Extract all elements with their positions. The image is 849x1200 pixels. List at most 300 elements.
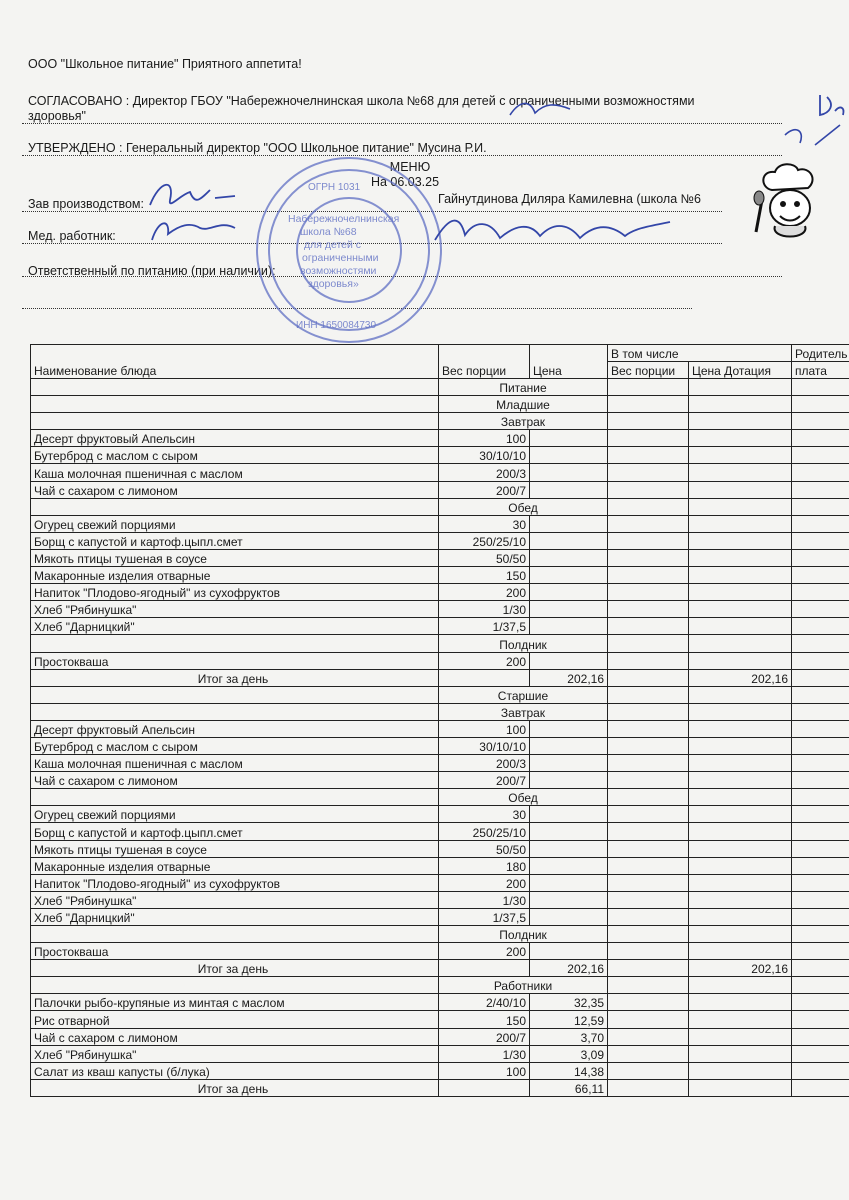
dish-parent-fee [792,1028,849,1045]
dish-incl-weight [608,601,689,618]
dish-incl-price [689,618,792,635]
section-empty-cell [689,413,792,430]
section-row [31,413,849,430]
stamp-text-7: здоровья» [308,278,359,290]
dish-name: Напиток "Плодово-ягодный" из сухофруктов [31,874,439,891]
section-row [31,703,849,720]
table-row [31,806,849,823]
section-empty-cell [689,789,792,806]
dish-name: Рис отварной [31,1011,439,1028]
table-row [31,618,849,635]
responsible-label: Ответственный по питанию (при наличии): [28,264,276,278]
table-row [31,481,849,498]
header-including: В том числе [608,345,792,362]
dish-name: Каша молочная пшеничная с маслом [31,464,439,481]
dish-weight: 250/25/10 [439,532,530,549]
section-empty-cell [689,703,792,720]
dish-incl-weight [608,1028,689,1045]
section-empty-cell [608,635,689,652]
total-weight [439,1079,530,1096]
section-empty-cell [689,926,792,943]
dish-weight: 100 [439,720,530,737]
total-parent-fee [792,1079,849,1096]
section-empty-cell [31,686,439,703]
table-row [31,994,849,1011]
round-stamp-icon [238,150,460,350]
header-parent-fee: плата [792,362,849,379]
stamp-text-8: ИНН 1650084730 [296,320,377,331]
section-empty-cell [792,396,849,413]
table-row [31,447,849,464]
table-row [31,772,849,789]
dish-name: Чай с сахаром с лимоном [31,772,439,789]
dish-name: Десерт фруктовый Апельсин [31,430,439,447]
table-row [31,549,849,566]
dish-incl-weight [608,652,689,669]
dish-parent-fee [792,1045,849,1062]
dish-parent-fee [792,584,849,601]
dish-parent-fee [792,447,849,464]
dish-incl-price [689,584,792,601]
dish-name: Чай с сахаром с лимоном [31,481,439,498]
dish-price [530,823,608,840]
chef-mascot-icon [750,160,830,250]
dish-price [530,447,608,464]
dish-price [530,464,608,481]
dish-name: Макаронные изделия отварные [31,567,439,584]
dish-name: Хлеб "Дарницкий" [31,908,439,925]
total-label: Итог за день [31,960,439,977]
total-incl-weight [608,1079,689,1096]
table-row [31,1062,849,1079]
dish-weight: 1/30 [439,601,530,618]
dish-parent-fee [792,1062,849,1079]
dish-name: Простокваша [31,652,439,669]
dish-incl-price [689,772,792,789]
section-row [31,789,849,806]
dish-incl-weight [608,532,689,549]
dish-price [530,532,608,549]
dish-incl-price [689,447,792,464]
dish-name: Простокваша [31,943,439,960]
stamp-text-4: для детей с [304,239,362,251]
dish-incl-weight [608,447,689,464]
header-price: Цена [530,345,608,379]
table-row [31,891,849,908]
dish-parent-fee [792,891,849,908]
dish-incl-weight [608,857,689,874]
header-dish-name: Наименование блюда [31,345,439,379]
dish-incl-weight [608,567,689,584]
dish-price [530,840,608,857]
total-row [31,1079,849,1096]
dish-incl-price [689,823,792,840]
stamp-text-3: школа №68 [300,226,357,238]
dish-incl-price [689,567,792,584]
table-row [31,652,849,669]
section-label: Младшие [439,396,608,413]
section-empty-cell [31,413,439,430]
dish-weight: 30 [439,806,530,823]
section-row [31,977,849,994]
dish-incl-weight [608,1045,689,1062]
table-row [31,567,849,584]
dish-weight: 50/50 [439,549,530,566]
dish-parent-fee [792,806,849,823]
section-empty-cell [608,498,689,515]
dish-weight: 200/7 [439,772,530,789]
menu-date: На 06.03.25 [370,175,440,189]
dish-weight: 200/7 [439,481,530,498]
table-row [31,737,849,754]
section-label: Завтрак [439,703,608,720]
company-name: ООО "Школьное питание" Приятного аппетита! [28,57,302,71]
total-weight [439,960,530,977]
section-label: Полдник [439,926,608,943]
total-parent-fee [792,669,849,686]
table-row [31,874,849,891]
table-row [31,515,849,532]
dish-weight: 2/40/10 [439,994,530,1011]
dish-incl-weight [608,1062,689,1079]
section-empty-cell [689,635,792,652]
menu-table [30,344,849,1097]
total-incl-weight [608,669,689,686]
section-label: Обед [439,498,608,515]
dish-incl-price [689,737,792,754]
section-empty-cell [792,498,849,515]
section-empty-cell [31,703,439,720]
dish-parent-fee [792,567,849,584]
section-row [31,635,849,652]
dish-price [530,584,608,601]
dish-weight: 30 [439,515,530,532]
section-empty-cell [792,926,849,943]
dish-price [530,891,608,908]
section-empty-cell [608,926,689,943]
dish-price [530,430,608,447]
dish-weight: 30/10/10 [439,737,530,754]
section-empty-cell [31,396,439,413]
table-row [31,430,849,447]
dish-weight: 1/37,5 [439,618,530,635]
table-row [31,755,849,772]
dish-incl-price [689,1028,792,1045]
dish-parent-fee [792,772,849,789]
dish-incl-weight [608,840,689,857]
dish-parent-fee [792,618,849,635]
dish-incl-price [689,1062,792,1079]
dish-weight: 1/30 [439,891,530,908]
section-label: Питание [439,379,608,396]
dish-incl-price [689,806,792,823]
margin-note-icon [775,85,849,165]
dish-price [530,908,608,925]
dish-weight: 200/7 [439,1028,530,1045]
table-row [31,823,849,840]
dish-incl-weight [608,549,689,566]
dish-parent-fee [792,515,849,532]
dish-weight: 250/25/10 [439,823,530,840]
stamp-text-1: ОГРН 1031 [308,182,361,193]
total-price: 202,16 [530,960,608,977]
table-row [31,1011,849,1028]
dish-incl-weight [608,772,689,789]
dish-incl-price [689,601,792,618]
dish-weight: 200/3 [439,464,530,481]
total-price: 202,16 [530,669,608,686]
dish-incl-weight [608,720,689,737]
section-empty-cell [689,379,792,396]
dish-name: Хлеб "Рябинушка" [31,891,439,908]
dish-incl-price [689,840,792,857]
section-empty-cell [689,396,792,413]
dish-price: 3,09 [530,1045,608,1062]
dish-parent-fee [792,464,849,481]
dish-name: Борщ с капустой и картоф.цыпл.смет [31,532,439,549]
section-empty-cell [689,977,792,994]
section-empty-cell [31,926,439,943]
dish-price [530,601,608,618]
menu-table-body [31,379,849,1097]
section-empty-cell [608,686,689,703]
section-row [31,926,849,943]
section-empty-cell [31,789,439,806]
section-empty-cell [792,789,849,806]
dish-parent-fee [792,943,849,960]
dish-price [530,737,608,754]
total-subsidy: 202,16 [689,960,792,977]
dish-weight: 200/3 [439,755,530,772]
header-weight: Вес порции [439,345,530,379]
dish-incl-price [689,515,792,532]
section-empty-cell [608,396,689,413]
dish-weight: 200 [439,652,530,669]
section-label: Обед [439,789,608,806]
confirmed-by: УТВЕРЖДЕНО : Генеральный директор "ООО Школьное питание" Мусина Р.И. [28,141,487,155]
dish-price [530,943,608,960]
dish-weight: 30/10/10 [439,447,530,464]
dish-weight: 200 [439,943,530,960]
dish-incl-price [689,994,792,1011]
dish-incl-weight [608,755,689,772]
table-row [31,1045,849,1062]
dish-incl-weight [608,908,689,925]
header-incl-weight: Вес порции [608,362,689,379]
dish-price: 14,38 [530,1062,608,1079]
dish-weight: 200 [439,584,530,601]
dish-price [530,567,608,584]
dish-incl-price [689,755,792,772]
dish-incl-weight [608,891,689,908]
medic-label: Мед. работник: [28,229,116,243]
production-signature-icon [140,170,250,250]
dish-incl-price [689,481,792,498]
dish-price [530,806,608,823]
production-label: Зав производством: [28,197,144,211]
dish-price: 3,70 [530,1028,608,1045]
dish-weight: 200 [439,874,530,891]
table-row [31,857,849,874]
dish-incl-price [689,1011,792,1028]
dish-price [530,857,608,874]
dish-incl-weight [608,464,689,481]
dish-parent-fee [792,720,849,737]
dish-incl-weight [608,584,689,601]
stamp-text-6: возможностями [300,265,377,277]
section-empty-cell [31,498,439,515]
dish-weight: 1/30 [439,1045,530,1062]
dish-price [530,874,608,891]
section-label: Полдник [439,635,608,652]
dish-incl-weight [608,515,689,532]
dish-parent-fee [792,549,849,566]
section-empty-cell [689,498,792,515]
section-row [31,396,849,413]
stamp-text-5: ограниченными [302,252,379,264]
approved-dotted-line [22,123,782,124]
dish-incl-price [689,464,792,481]
dish-incl-price [689,874,792,891]
table-row [31,584,849,601]
dish-name: Хлеб "Рябинушка" [31,1045,439,1062]
section-empty-cell [31,379,439,396]
dish-name: Хлеб "Рябинушка" [31,601,439,618]
dish-weight: 100 [439,1062,530,1079]
dish-incl-price [689,532,792,549]
table-row [31,840,849,857]
dish-name: Огурец свежий порциями [31,806,439,823]
dish-name: Десерт фруктовый Апельсин [31,720,439,737]
approval-signature-icon [505,95,575,125]
table-row [31,532,849,549]
section-empty-cell [31,635,439,652]
section-row [31,498,849,515]
dish-incl-price [689,549,792,566]
dish-price: 12,59 [530,1011,608,1028]
approved-by-line1: СОГЛАСОВАНО : Директор ГБОУ "Набережночелнинская школа №68 для детей с ограниченными возможностями [28,94,695,108]
dish-weight: 100 [439,430,530,447]
section-empty-cell [608,789,689,806]
header-incl-price: Цена Дотация [689,362,792,379]
dish-name: Напиток "Плодово-ягодный" из сухофруктов [31,584,439,601]
total-label: Итог за день [31,1079,439,1096]
section-empty-cell [792,635,849,652]
section-empty-cell [608,413,689,430]
dish-price [530,481,608,498]
dish-incl-price [689,1045,792,1062]
dish-parent-fee [792,532,849,549]
dish-name: Палочки рыбо-крупяные из минтая с маслом [31,994,439,1011]
dish-incl-price [689,908,792,925]
table-row [31,943,849,960]
dish-parent-fee [792,755,849,772]
dish-weight: 150 [439,1011,530,1028]
dish-name: Борщ с капустой и картоф.цыпл.смет [31,823,439,840]
dish-parent-fee [792,994,849,1011]
dish-name: Макаронные изделия отварные [31,857,439,874]
dish-incl-weight [608,481,689,498]
total-subsidy: 202,16 [689,669,792,686]
dish-price: 32,35 [530,994,608,1011]
section-empty-cell [608,379,689,396]
dish-price [530,549,608,566]
section-row [31,686,849,703]
total-label: Итог за день [31,669,439,686]
section-empty-cell [608,977,689,994]
section-empty-cell [792,703,849,720]
dish-incl-weight [608,618,689,635]
dish-incl-weight [608,737,689,754]
dish-parent-fee [792,908,849,925]
dish-parent-fee [792,481,849,498]
total-incl-weight [608,960,689,977]
dish-incl-price [689,720,792,737]
table-row [31,720,849,737]
dish-price [530,515,608,532]
dish-weight: 150 [439,567,530,584]
dish-incl-price [689,857,792,874]
section-label: Завтрак [439,413,608,430]
section-empty-cell [608,703,689,720]
dish-price [530,772,608,789]
table-row [31,1028,849,1045]
dish-name: Бутерброд с маслом с сыром [31,737,439,754]
dish-incl-weight [608,994,689,1011]
dish-name: Чай с сахаром с лимоном [31,1028,439,1045]
production-name: Гайнутдинова Диляра Камилевна (школа №6 [438,192,701,206]
total-row [31,669,849,686]
dish-price [530,652,608,669]
dish-weight: 50/50 [439,840,530,857]
total-parent-fee [792,960,849,977]
menu-title: МЕНЮ [389,160,431,174]
dish-name: Огурец свежий порциями [31,515,439,532]
table-row [31,908,849,925]
dish-name: Бутерброд с маслом с сыром [31,447,439,464]
stamp-text-2: Набережночелнинская [288,213,400,225]
dish-price [530,720,608,737]
dish-incl-weight [608,874,689,891]
total-subsidy [689,1079,792,1096]
section-empty-cell [792,977,849,994]
dish-name: Мякоть птицы тушеная в соусе [31,840,439,857]
dish-name: Каша молочная пшеничная с маслом [31,755,439,772]
dish-parent-fee [792,652,849,669]
table-row [31,464,849,481]
dish-price [530,755,608,772]
dish-incl-price [689,943,792,960]
section-label: Старшие [439,686,608,703]
dish-parent-fee [792,601,849,618]
dish-parent-fee [792,840,849,857]
section-empty-cell [792,413,849,430]
dish-name: Хлеб "Дарницкий" [31,618,439,635]
dish-parent-fee [792,430,849,447]
medic-signature-icon [430,210,680,250]
header-parent: Родитель [792,345,849,362]
table-header-row-1 [31,345,849,362]
dish-incl-weight [608,1011,689,1028]
dish-parent-fee [792,737,849,754]
total-row [31,960,849,977]
dish-parent-fee [792,874,849,891]
dish-incl-weight [608,823,689,840]
dish-incl-weight [608,943,689,960]
section-label: Работники [439,977,608,994]
dish-parent-fee [792,857,849,874]
dish-price [530,618,608,635]
